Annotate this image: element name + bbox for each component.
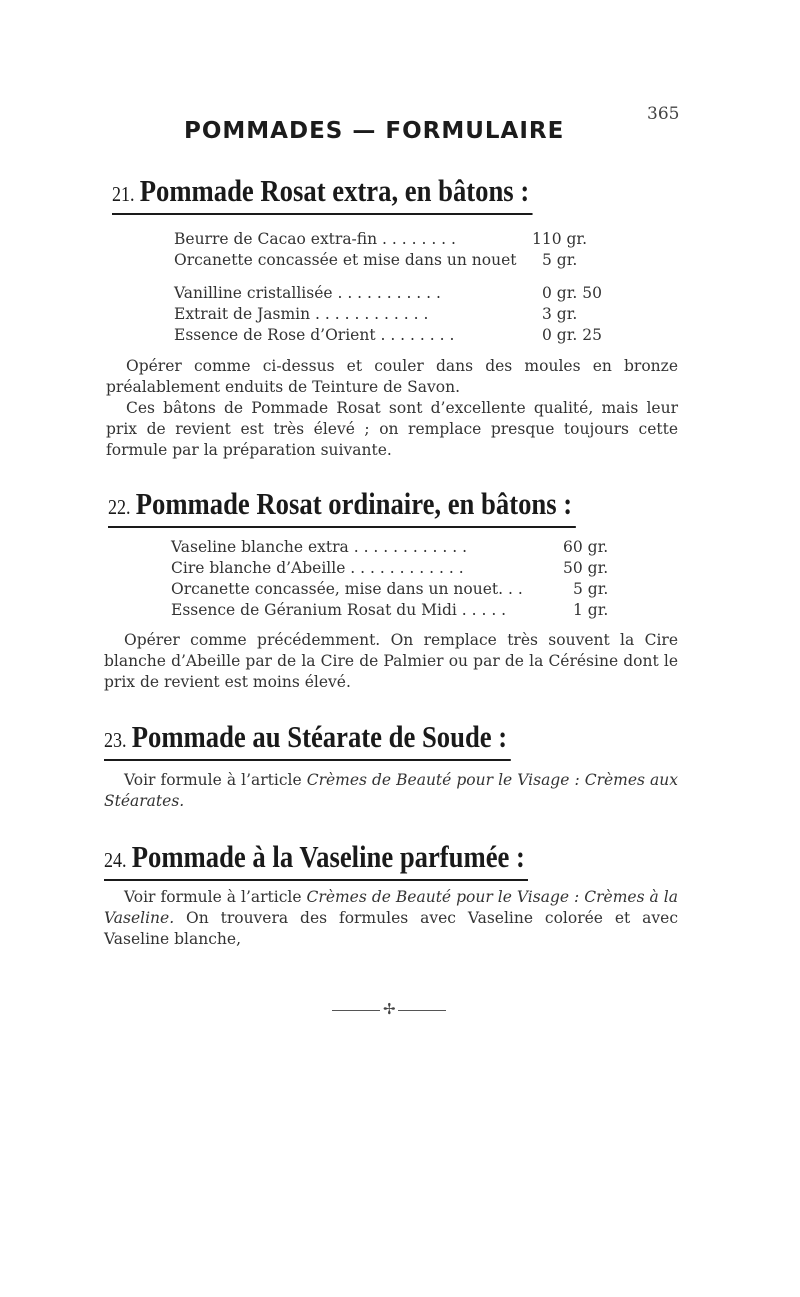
ingredient-row (171, 559, 617, 580)
section-number: 24. (104, 848, 127, 872)
ingredient-name: Beurre de Cacao extra-fin . . . . . . . . (174, 230, 456, 248)
ingredient-name: Extrait de Jasmin . . . . . . . . . . . . (174, 305, 429, 323)
ingredient-name: Essence de Géranium Rosat du Midi . . . . . (171, 601, 507, 619)
paragraph: Opérer comme ci-dessus et couler dans des moules en bronze préalablement enduits de Teinture de Savon. (106, 357, 678, 396)
ingredient-qty: 110 gr. (532, 230, 588, 248)
ingredient-row (171, 580, 617, 601)
text-lead: Voir formule à l’article (124, 771, 307, 789)
section-title-21 (112, 172, 533, 215)
section-title-text: Pommade au Stéarate de Soude : (131, 719, 508, 754)
section-title-text: Pommade Rosat ordinaire, en bâtons : (135, 486, 573, 521)
text-lead: Voir formule à l’article (124, 888, 307, 906)
ingredient-qty: 0 gr. 25 (542, 326, 602, 344)
section-number: 21. (112, 182, 135, 206)
section-title-text: Pommade Rosat extra, en bâtons : (139, 173, 530, 208)
ingredient-name: Orcanette concassée, mise dans un nouet. . . (171, 580, 523, 598)
section-number: 23. (104, 728, 127, 752)
ingredient-qty: 5 gr. (573, 580, 609, 598)
paragraph-22 (104, 630, 678, 693)
paragraph-24 (104, 887, 678, 950)
text-italic: Crèmes de Beauté pour le Visage : Crèmes aux Stéarates. (104, 771, 678, 810)
text-italic: Crèmes de Beauté pour le Visage : Crèmes à la Vaseline. (104, 888, 678, 927)
ingredient-qty: 1 gr. (573, 601, 609, 619)
ingredient-row (174, 230, 594, 251)
section-title-24 (104, 838, 528, 881)
ingredient-row (174, 305, 594, 326)
ingredient-row (171, 601, 617, 622)
paragraph (104, 770, 678, 812)
ingredient-name: Vanilline cristallisée . . . . . . . . . . . (174, 284, 441, 302)
ingredient-qty: 60 gr. (563, 538, 609, 556)
recipe-22 (171, 538, 617, 622)
ingredient-qty: 5 gr. (542, 251, 578, 269)
running-head: POMMADES — FORMULAIRE (184, 118, 565, 144)
ingredient-row (174, 326, 602, 347)
paragraph (104, 887, 678, 950)
ingredient-name: Cire blanche d’Abeille . . . . . . . . . . . . (171, 559, 464, 577)
ingredient-qty: 0 gr. 50 (542, 284, 602, 302)
ingredient-qty: 3 gr. (542, 305, 578, 323)
end-ornament (332, 1000, 446, 1020)
section-title-22 (108, 485, 576, 528)
paragraphs-21 (106, 356, 678, 461)
section-title-text: Pommade à la Vaseline parfumée : (131, 839, 525, 874)
page-number: 365 (647, 104, 680, 124)
text-tail: On trouvera des formules avec Vaseline colorée et avec Vaseline blanche, (104, 909, 678, 948)
ingredient-row (174, 251, 594, 272)
ingredient-row (174, 284, 602, 305)
ingredient-qty: 50 gr. (563, 559, 609, 577)
section-title-23 (104, 718, 511, 761)
ingredient-row (171, 538, 617, 559)
section-number: 22. (108, 495, 131, 519)
paragraph-23 (104, 770, 678, 812)
ornament-line-right (398, 1010, 446, 1011)
recipe-21 (174, 230, 602, 347)
ingredient-name: Essence de Rose d’Orient . . . . . . . . (174, 326, 455, 344)
paragraph: Opérer comme précédemment. On remplace très souvent la Cire blanche d’Abeille par de la Cire de Palmier ou par de la Cérésine dont le prix de revient est moins élevé. (104, 631, 678, 691)
ingredient-name: Vaseline blanche extra . . . . . . . . . . . . (171, 538, 468, 556)
ornament-cross-icon: ✢ (383, 1000, 396, 1018)
ingredient-name: Orcanette concassée et mise dans un nouet (174, 251, 517, 269)
paragraph: Ces bâtons de Pommade Rosat sont d’excellente qualité, mais leur prix de revient est très élevé ; on remplace presque toujours cette formule par la préparation suivante. (106, 399, 678, 459)
ornament-line-left (332, 1010, 380, 1011)
